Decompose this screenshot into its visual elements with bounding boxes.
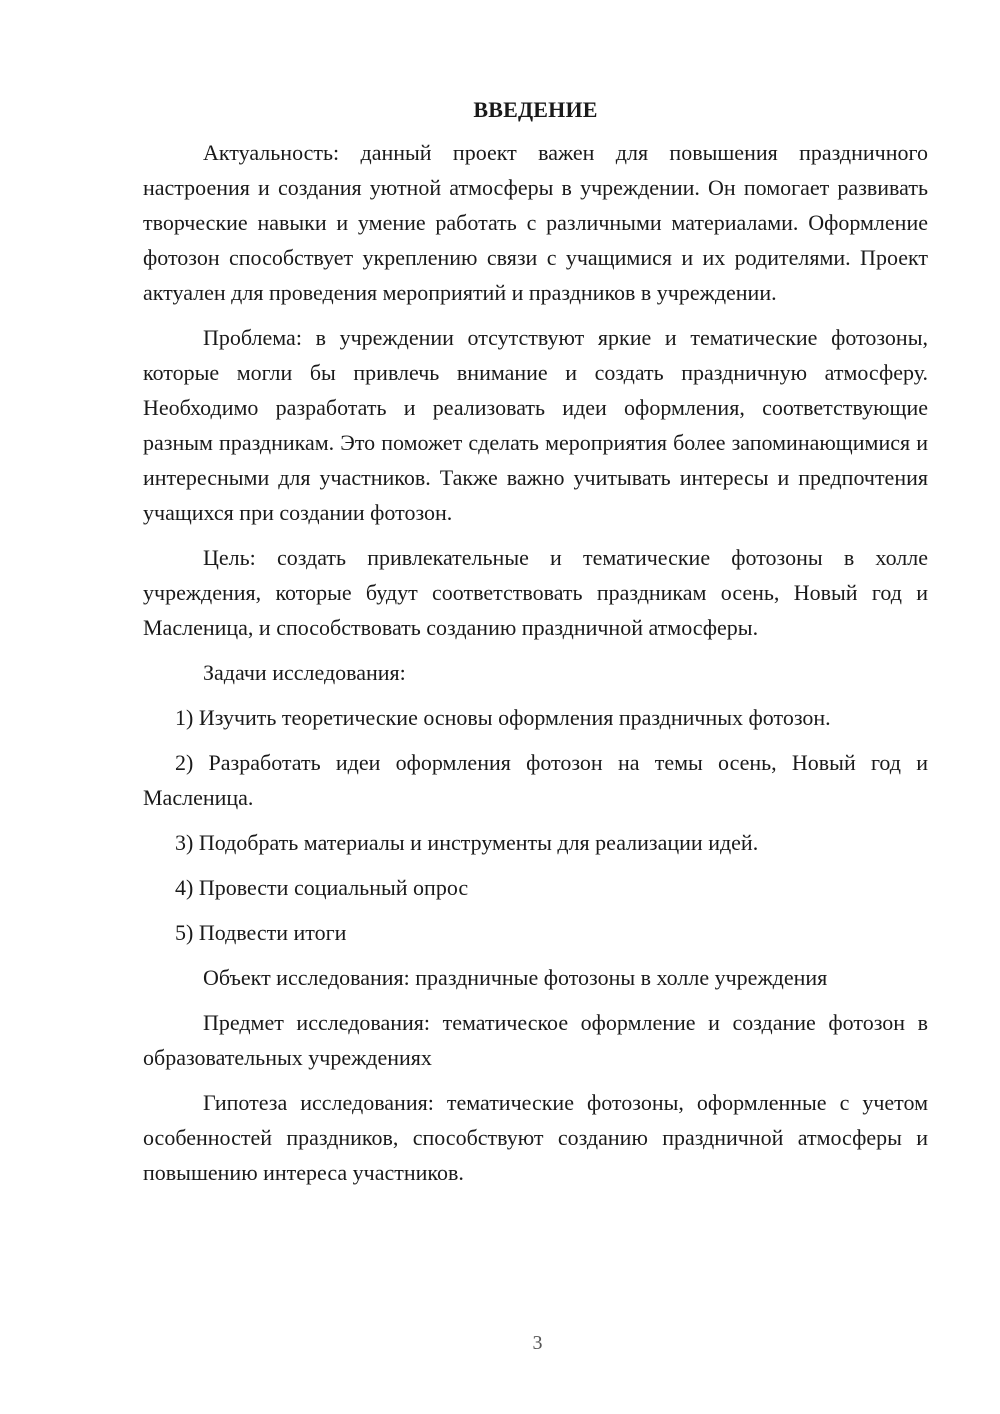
paragraph-subject: Предмет исследования: тематическое оформление и создание фотозон в образовательных учреждениях <box>143 1010 928 1070</box>
paragraph-relevance: Актуальность: данный проект важен для повышения праздничного настроения и создания уютной атмосферы в учреждении. Он помогает развивать творческие навыки и умение работать с различными материалами. Оформление фотозон способствует укреплению связи с учащимися и их родителями. Проект актуален для проведения мероприятий и праздников в учреждении. <box>143 140 928 305</box>
paragraph-goal: Цель: создать привлекательные и тематические фотозоны в холле учреждения, которые будут соответствовать праздникам осень, Новый год и Масленица, и способствовать созданию праздничной атмосферы. <box>143 545 928 640</box>
list-item: 5) Подвести итоги <box>175 920 347 945</box>
list-item: 4) Провести социальный опрос <box>175 875 469 900</box>
paragraph-problem: Проблема: в учреждении отсутствуют яркие и тематические фотозоны, которые могли бы привлечь внимание и создать праздничную атмосферу. Необходимо разработать и реализовать идеи оформления, соответствующие разным праздникам. Это поможет сделать мероприятия более запоминающимися и интересными для участников. Также важно учитывать интересы и предпочтения учащихся при создании фотозон. <box>143 325 928 525</box>
document-page <box>143 92 928 1200</box>
tasks-list <box>143 700 928 950</box>
page-number: 3 <box>532 1332 543 1354</box>
list-item: 1) Изучить теоретические основы оформления праздничных фотозон. <box>175 705 831 730</box>
paragraph-object: Объект исследования: праздничные фотозоны в холле учреждения <box>203 965 828 990</box>
page-title: ВВЕДЕНИЕ <box>473 97 598 122</box>
list-item: 2) Разработать идеи оформления фотозон на темы осень, Новый год и Масленица. <box>143 750 928 810</box>
list-item: 3) Подобрать материалы и инструменты для реализации идей. <box>175 830 759 855</box>
paragraph-hypothesis: Гипотеза исследования: тематические фотозоны, оформленные с учетом особенностей праздников, способствуют созданию праздничной атмосферы и повышению интереса участников. <box>143 1090 928 1185</box>
tasks-heading: Задачи исследования: <box>203 660 406 685</box>
